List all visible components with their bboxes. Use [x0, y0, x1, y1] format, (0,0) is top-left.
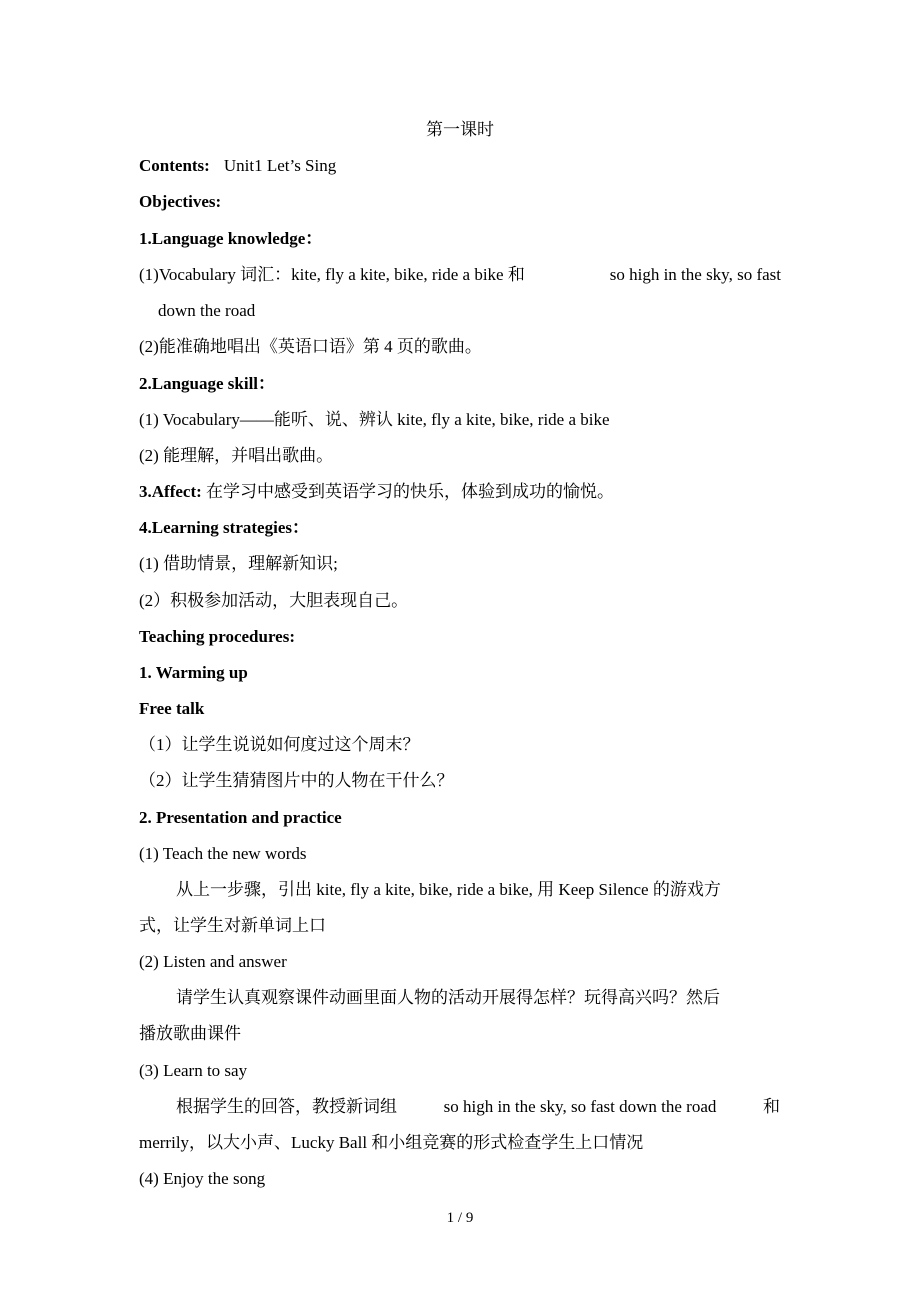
learning-strategies-title: 4.Learning strategies： — [139, 518, 309, 537]
language-skill-title: 2.Language skill： — [139, 374, 276, 393]
affect-line — [139, 480, 614, 504]
strategy-item-2: (2）积极参加活动，大胆表现自己。 — [139, 591, 409, 610]
step-1-title: (1) Teach the new words — [139, 844, 307, 863]
contents-value: Unit1 Let’s Sing — [223, 156, 337, 175]
step-3-text-a — [176, 1095, 780, 1119]
teaching-procedures-heading: Teaching procedures: — [139, 627, 296, 646]
free-talk-question-1: （1）让学生说说如何度过这个周末？ — [139, 735, 420, 754]
step-3-text-a2: so high in the sky, so fast down the road — [443, 1097, 717, 1116]
step-2-text-b: 播放歌曲课件 — [139, 1024, 241, 1043]
step-3-text-b: merrily，以大小声、Lucky Ball 和小组竞赛的形式检查学生上口情况 — [139, 1133, 644, 1152]
strategy-item-1: (1) 借助情景，理解新知识; — [139, 554, 338, 573]
song-objective: (2)能准确地唱出《英语口语》第 4 页的歌曲。 — [139, 337, 482, 356]
step-4-title: (4) Enjoy the song — [139, 1169, 266, 1188]
skill-item-1: (1) Vocabulary——能听、说、辨认 kite, fly a kite, bike, ride a bike — [139, 410, 610, 429]
step-1-text-a: 从上一步骤，引出 kite, fly a kite, bike, ride a bike, 用 Keep Silence 的游戏方 — [176, 880, 721, 899]
step-2-title: (2) Listen and answer — [139, 952, 287, 971]
step-1-text-b: 式，让学生对新单词上口 — [139, 916, 326, 935]
free-talk-question-2: （2）让学生猜猜图片中的人物在干什么？ — [139, 771, 454, 790]
step-3-title: (3) Learn to say — [139, 1061, 248, 1080]
vocabulary-text-b: so high in the sky, so fast — [609, 265, 781, 284]
page-number: 1 / 9 — [446, 1210, 474, 1226]
language-knowledge-title: 1.Language knowledge： — [139, 229, 323, 248]
skill-item-2: (2) 能理解，并唱出歌曲。 — [139, 446, 334, 465]
contents-label: Contents: — [139, 156, 210, 175]
vocabulary-text-a: (1)Vocabulary 词汇：kite, fly a kite, bike, ride a bike 和 — [139, 265, 525, 284]
affect-value: 在学习中感受到英语学习的快乐，体验到成功的愉悦。 — [206, 482, 615, 501]
page-heading: 第一课时 — [426, 120, 494, 139]
step-3-text-a3: 和 — [762, 1097, 780, 1116]
objectives-heading: Objectives: — [139, 192, 222, 211]
free-talk-title: Free talk — [139, 699, 205, 718]
vocabulary-continuation: down the road — [158, 301, 256, 320]
step-2-text-a: 请学生认真观察课件动画里面人物的活动开展得怎样？玩得高兴吗？然后 — [176, 988, 720, 1007]
presentation-title: 2. Presentation and practice — [139, 808, 342, 827]
vocabulary-line — [139, 263, 781, 287]
step-3-text-a1: 根据学生的回答，教授新词组 — [176, 1097, 397, 1116]
affect-label: 3.Affect: — [139, 482, 202, 501]
contents-line — [139, 154, 336, 178]
warming-up-title: 1. Warming up — [139, 663, 248, 682]
